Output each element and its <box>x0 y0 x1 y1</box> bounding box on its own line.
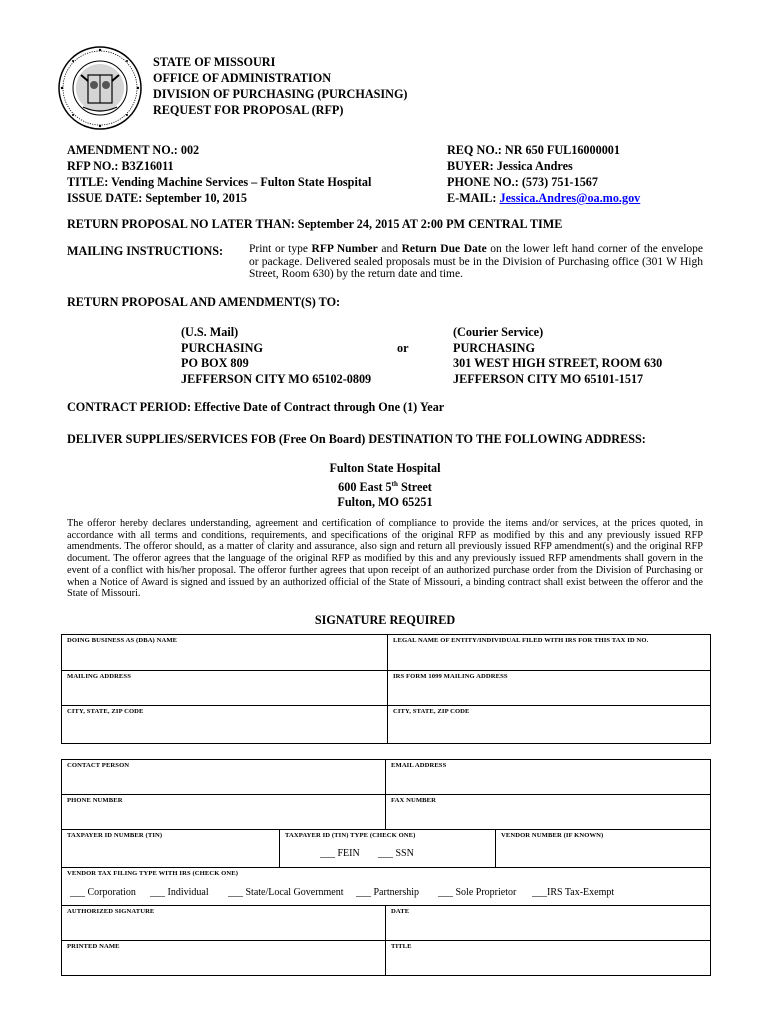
email-address-field[interactable] <box>386 760 710 795</box>
deliver-fob: DELIVER SUPPLIES/SERVICES FOB (Free On Board) DESTINATION TO THE FOLLOWING ADDRESS: <box>67 432 646 446</box>
authorized-signature-field[interactable] <box>62 906 386 941</box>
email-label: E-MAIL: <box>447 191 500 205</box>
mailing-text-part: on the lower left hand corner of the envelope or package. Delivered sealed proposals must be in the Division of Purchasing office (301 W High Street, Room 630) by the return date and time. <box>249 243 703 280</box>
address-line <box>200 477 570 496</box>
contact-info-box <box>61 759 711 976</box>
date-field[interactable] <box>386 906 710 941</box>
printed-name-field[interactable] <box>62 941 386 975</box>
email-line <box>447 190 640 206</box>
header-line: OFFICE OF ADMINISTRATION <box>153 71 332 85</box>
field-label: PHONE NUMBER <box>67 797 123 804</box>
amendment-no: AMENDMENT NO.: 002 <box>67 143 200 157</box>
tin-type-field <box>280 830 496 868</box>
offeror-declaration: The offeror hereby declares understanding, agreement and certification of compliance to provide the items and/or services, at the prices quoted, in accordance with all terms and conditions, requirements, and specifications of the original RFP as modified by this and any previously issued RFP amendments. The offeror should, as a matter of clarity and assurance, also sign and return all previously issued RFP amendment(s) and the original RFP document. The offeror agrees that the language of the original RFP as modified by this and any previously issued RFP amendments shall govern in the event of a conflict with his/her proposal. The offeror further agrees that upon receipt of an authorized purchase order from the Division of Purchasing or when a Notice of Award is signed and issued by an authorized official of the State of Missouri, a binding contract shall exist between the offeror and the State of Missouri. <box>67 518 703 600</box>
field-label: VENDOR TAX FILING TYPE WITH IRS (CHECK ONE) <box>67 870 239 877</box>
contract-period: CONTRACT PERIOD: Effective Date of Contract through One (1) Year <box>67 400 445 414</box>
address-line: PURCHASING <box>181 340 263 355</box>
req-no: REQ NO.: NR 650 FUL16000001 <box>447 143 620 157</box>
address-line: (U.S. Mail) <box>181 325 239 339</box>
mailing-text-bold: Return Due Date <box>401 243 487 255</box>
field-label: VENDOR NUMBER (IF KNOWN) <box>501 832 604 839</box>
field-label: TITLE <box>391 943 412 950</box>
email-link[interactable]: Jessica.Andres@oa.mo.gov <box>499 191 641 205</box>
issue-date: ISSUE DATE: September 10, 2015 <box>67 191 248 205</box>
address-line: JEFFERSON CITY MO 65102-0809 <box>181 371 372 386</box>
rfp-meta-right <box>447 142 640 206</box>
field-label: DOING BUSINESS AS (DBA) NAME <box>67 637 178 644</box>
sole-proprietor-option[interactable]: ___ Sole Proprietor <box>438 887 517 898</box>
street-part: Street <box>397 479 432 494</box>
address-line: Fulton, MO 65251 <box>337 495 433 510</box>
business-info-box <box>61 634 711 744</box>
rfp-title: TITLE: Vending Machine Services – Fulton State Hospital <box>67 175 372 189</box>
field-label: IRS FORM 1099 MAILING ADDRESS <box>393 673 508 680</box>
or-separator: or <box>397 341 409 355</box>
field-label: DATE <box>391 908 410 915</box>
field-label: CITY, STATE, ZIP CODE <box>67 708 144 715</box>
corporation-option[interactable]: ___ Corporation <box>70 887 136 898</box>
tin-field[interactable] <box>62 830 280 868</box>
title-field[interactable] <box>386 941 710 975</box>
address-line: (Courier Service) <box>453 325 544 339</box>
address-line: PO BOX 809 <box>181 356 249 370</box>
state-seal-icon <box>57 45 143 131</box>
field-label: EMAIL ADDRESS <box>391 762 447 769</box>
mailing-text-part: Print or type <box>249 243 312 255</box>
fein-checkbox[interactable]: ___ FEIN <box>320 848 360 859</box>
mailing-text-part: and <box>377 243 402 255</box>
address-line: Fulton State Hospital <box>329 461 441 475</box>
irs-city-state-zip-field[interactable] <box>388 706 710 743</box>
field-label: TAXPAYER ID (TIN) TYPE (CHECK ONE) <box>285 832 416 839</box>
field-label: PRINTED NAME <box>67 943 120 950</box>
field-label: TAXPAYER ID NUMBER (TIN) <box>67 832 163 839</box>
mailing-text-bold: RFP Number <box>311 243 378 255</box>
rfp-meta-left <box>67 142 371 206</box>
fax-number-field[interactable] <box>386 795 710 830</box>
ordinal-suffix: th <box>391 479 398 488</box>
city-state-zip-field[interactable] <box>62 706 388 743</box>
field-label: MAILING ADDRESS <box>67 673 131 680</box>
address-line: 301 WEST HIGH STREET, ROOM 630 <box>453 356 663 370</box>
signature-required-heading: SIGNATURE REQUIRED <box>314 613 456 627</box>
mailing-instructions-text <box>249 243 703 281</box>
field-label: AUTHORIZED SIGNATURE <box>67 908 155 915</box>
street-part: 600 East 5 <box>338 479 392 494</box>
contact-person-field[interactable] <box>62 760 386 795</box>
individual-option[interactable]: ___ Individual <box>150 887 209 898</box>
header-line: REQUEST FOR PROPOSAL (RFP) <box>153 103 344 117</box>
irs-1099-address-field[interactable] <box>388 671 710 706</box>
agency-header <box>153 54 408 118</box>
courier-address <box>453 325 662 387</box>
partnership-option[interactable]: ___ Partnership <box>356 887 420 898</box>
rfp-no: RFP NO.: B3Z16011 <box>67 159 174 173</box>
filing-type-field <box>62 868 710 906</box>
address-line: PURCHASING <box>453 340 535 355</box>
irs-tax-exempt-option[interactable]: ___IRS Tax-Exempt <box>532 887 615 898</box>
mailing-instructions-label: MAILING INSTRUCTIONS: <box>67 244 224 258</box>
mailing-address-field[interactable] <box>62 671 388 706</box>
field-label: CITY, STATE, ZIP CODE <box>393 708 470 715</box>
return-deadline: RETURN PROPOSAL NO LATER THAN: September 24, 2015 AT 2:00 PM CENTRAL TIME <box>67 217 563 231</box>
header-line: STATE OF MISSOURI <box>153 55 276 69</box>
vendor-number-field[interactable] <box>496 830 710 868</box>
phone-no: PHONE NO.: (573) 751-1567 <box>447 175 598 189</box>
field-label: LEGAL NAME OF ENTITY/INDIVIDUAL FILED WITH IRS FOR THIS TAX ID NO. <box>393 637 649 644</box>
ssn-checkbox[interactable]: ___ SSN <box>378 848 414 859</box>
buyer: BUYER: Jessica Andres <box>447 159 573 173</box>
phone-number-field[interactable] <box>62 795 386 830</box>
dba-field[interactable] <box>62 635 388 671</box>
field-label: FAX NUMBER <box>391 797 437 804</box>
state-local-government-option[interactable]: ___ State/Local Government <box>228 887 344 898</box>
field-label: CONTACT PERSON <box>67 762 130 769</box>
legal-name-field[interactable] <box>388 635 710 671</box>
return-to-heading: RETURN PROPOSAL AND AMENDMENT(S) TO: <box>67 295 341 309</box>
address-line: JEFFERSON CITY MO 65101-1517 <box>453 371 644 386</box>
header-line: DIVISION OF PURCHASING (PURCHASING) <box>153 87 408 101</box>
us-mail-address <box>181 325 371 387</box>
destination-address <box>200 461 570 511</box>
